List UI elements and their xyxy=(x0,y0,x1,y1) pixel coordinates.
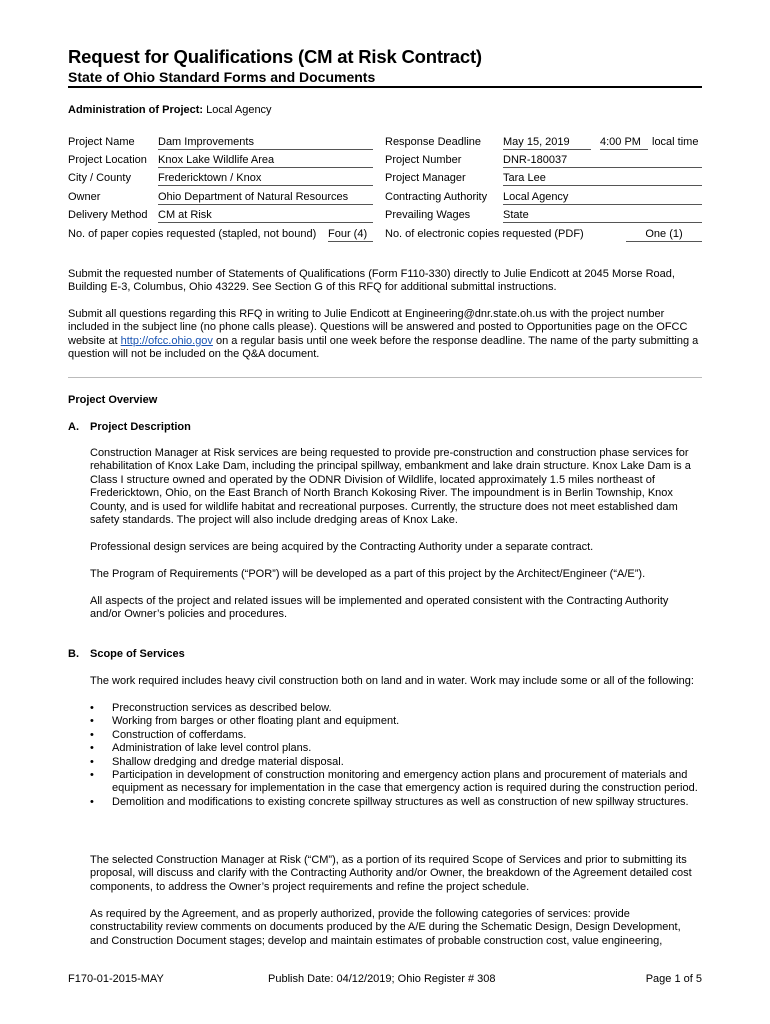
project-manager-label: Project Manager xyxy=(385,172,466,184)
admin-value: Local Agency xyxy=(206,104,272,116)
project-description-paragraph-2: Professional design services are being acquired by the Contracting Authority under a separate contract. xyxy=(90,541,594,553)
paper-copies-label: No. of paper copies requested (stapled, not bound) xyxy=(68,228,317,240)
scope-bullet-list xyxy=(112,702,702,809)
section-divider xyxy=(68,377,702,378)
project-name-value: Dam Improvements xyxy=(158,136,373,150)
delivery-method-label: Delivery Method xyxy=(68,209,148,221)
section-b-letter: B. xyxy=(68,648,79,660)
project-description-paragraph-4: All aspects of the project and related issues will be implemented and operated consistent with the Contracting Authority and/or Owner’s policies and procedures. xyxy=(90,595,669,621)
scope-services-paragraph: As required by the Agreement, and as properly authorized, provide the following categories of services: provide constructability review comments on documents produced by the A/E during the Schematic Design, Design Development, and Construction Document stages; develop and maintain estimates of probable construction cost, value engineering, xyxy=(90,908,681,947)
contracting-authority-value: Local Agency xyxy=(503,191,702,205)
footer-page-number: Page 1 of 5 xyxy=(645,973,702,985)
ofcc-website-link[interactable]: http://ofcc.ohio.gov xyxy=(120,334,213,347)
submit-instructions: Submit the requested number of Statements of Qualifications (Form F110-330) directly to Julie Endicott at 2045 Morse Road, Building E-3, Columbus, Ohio 43229. See Section G of this RFQ for additional submittal instructions. xyxy=(68,268,675,294)
prevailing-wages-label: Prevailing Wages xyxy=(385,209,471,221)
questions-instructions xyxy=(68,308,702,362)
admin-label: Administration of Project: xyxy=(68,104,204,116)
project-number-value: DNR-180037 xyxy=(503,154,702,168)
owner-label: Owner xyxy=(68,191,101,203)
section-a-heading: Project Description xyxy=(90,421,191,433)
contracting-authority-label: Contracting Authority xyxy=(385,191,488,203)
city-county-value: Fredericktown / Knox xyxy=(158,172,373,186)
header-rule xyxy=(68,86,702,88)
scope-intro-paragraph: The work required includes heavy civil construction both on land and in water. Work may include some or all of the following: xyxy=(90,675,694,687)
list-item: • Preconstruction services as described below. xyxy=(112,702,702,715)
list-item: • Construction of cofferdams. xyxy=(112,729,702,742)
project-description-paragraph-3: The Program of Requirements (“POR”) will be developed as a part of this project by the Architect/Engineer (“A/E”). xyxy=(90,568,646,580)
questions-text-a: Submit all questions regarding this RFQ in writing to Julie Endicott at Engineering@dnr.state.oh.us with the project number included in the subject line (no phone calls please). Questions will be answered and posted to Opportunities page on the OFCC website at xyxy=(68,308,688,347)
response-deadline-suffix: local time xyxy=(652,136,699,148)
project-description-paragraph-1: Construction Manager at Risk services are being requested to provide pre-construction and construction phase services for rehabilitation of Knox Lake Dam, including the principal spillway, embankment and lake drain structure. Knox Lake Dam is a Class I structure owned and operated by the ODNR Division of Wildlife, located approximately 1.5 miles northeast of Fredericktown, Ohio, on the East Branch of North Branch Kokosing River. The impoundment is in Berlin Township, Knox County, and is used for wildlife habitat and recreational purposes. Currently, the structure does not meet established dam safety standards. The project will also include dredging areas of Knox Lake. xyxy=(90,447,691,527)
response-deadline-value: May 15, 2019 xyxy=(503,136,591,150)
list-item: • Shallow dredging and dredge material disposal. xyxy=(112,756,702,769)
section-b-heading: Scope of Services xyxy=(90,648,185,660)
response-deadline-time: 4:00 PM xyxy=(600,136,648,150)
list-item: • Working from barges or other floating plant and equipment. xyxy=(112,715,702,728)
questions-text-b: on a regular basis until one week before the response deadline. The name of the party submitting a question will not be included on the Q&A document. xyxy=(68,334,699,361)
page-title: Request for Qualifications (CM at Risk Contract) xyxy=(68,46,482,67)
footer-form-number: F170-01-2015-MAY xyxy=(68,973,164,985)
project-location-label: Project Location xyxy=(68,154,147,166)
delivery-method-value: CM at Risk xyxy=(158,209,373,223)
page-subtitle: State of Ohio Standard Forms and Documents xyxy=(68,69,376,85)
list-item: • Administration of lake level control plans. xyxy=(112,742,702,755)
administration-line xyxy=(68,104,272,117)
prevailing-wages-value: State xyxy=(503,209,702,223)
footer-publish-date: Publish Date: 04/12/2019; Ohio Register # 308 xyxy=(268,973,496,985)
section-a-letter: A. xyxy=(68,421,79,433)
scope-cm-paragraph: The selected Construction Manager at Risk (“CM”), as a portion of its required Scope of Services and prior to submitting its proposal, will discuss and clarify with the Contracting Authority and/or Owner, the breakdown of the Agreement detailed cost components, to address the Owner’s project requirements and refine the project schedule. xyxy=(90,854,692,893)
city-county-label: City / County xyxy=(68,172,131,184)
project-number-label: Project Number xyxy=(385,154,462,166)
project-overview-heading: Project Overview xyxy=(68,394,158,406)
list-item: • Demolition and modifications to existing concrete spillway structures as well as construction of new spillway structures. xyxy=(112,796,702,809)
response-deadline-label: Response Deadline xyxy=(385,136,482,148)
electronic-copies-label: No. of electronic copies requested (PDF) xyxy=(385,228,584,240)
project-manager-value: Tara Lee xyxy=(503,172,702,186)
owner-value: Ohio Department of Natural Resources xyxy=(158,191,373,205)
electronic-copies-value: One (1) xyxy=(626,228,702,242)
project-name-label: Project Name xyxy=(68,136,135,148)
project-location-value: Knox Lake Wildlife Area xyxy=(158,154,373,168)
list-item: • Participation in development of construction monitoring and emergency action plans and procurement of materials and equipment as necessary for implementation in the case that emergency action is required during the construction period. xyxy=(112,769,702,796)
paper-copies-value: Four (4) xyxy=(328,228,373,242)
